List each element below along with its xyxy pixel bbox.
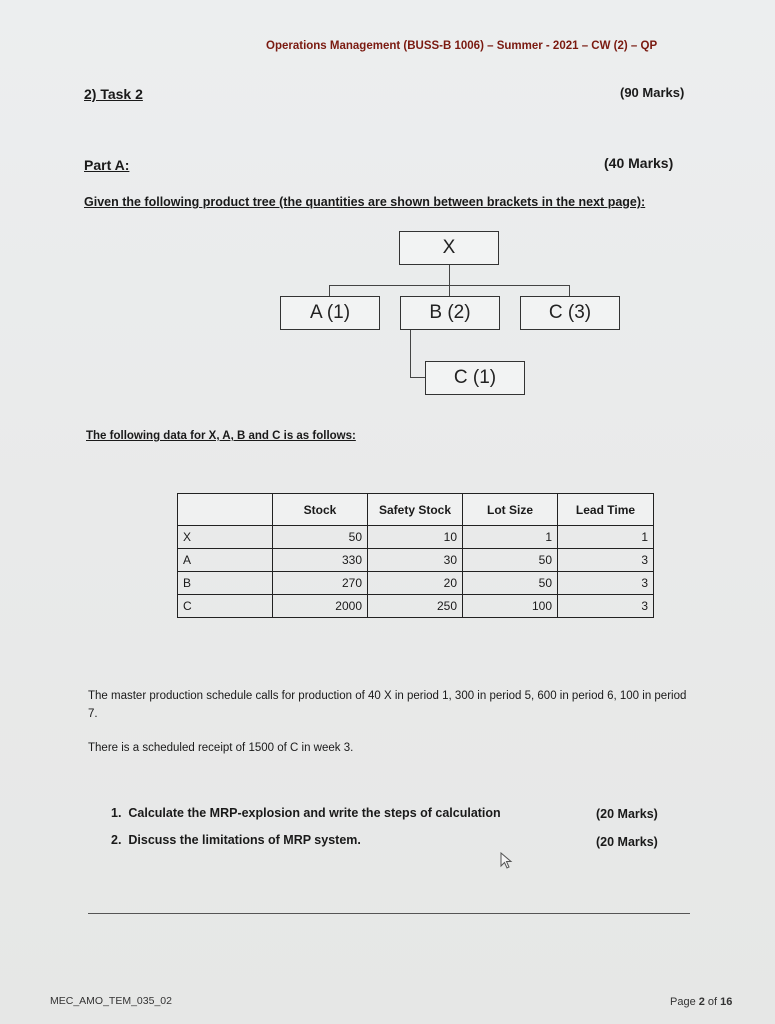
table-cell: 250 <box>368 595 463 618</box>
table-cell: 50 <box>463 572 558 595</box>
table-row <box>178 595 654 618</box>
intro-text: Given the following product tree (the quantities are shown between brackets in the next page): <box>84 195 646 209</box>
question-number: 2. <box>111 833 122 847</box>
tree-node-x: X <box>399 231 499 265</box>
table-cell: 10 <box>368 526 463 549</box>
data-heading: The following data for X, A, B and C is as follows: <box>86 430 356 442</box>
table-header-row <box>178 494 654 526</box>
inventory-table <box>177 493 654 618</box>
task-title: 2) Task 2 <box>84 86 143 102</box>
tree-connector <box>410 377 426 378</box>
table-cell: 330 <box>273 549 368 572</box>
table-row <box>178 526 654 549</box>
table-cell: X <box>178 526 273 549</box>
part-a-title: Part A: <box>84 157 130 173</box>
table-row <box>178 572 654 595</box>
table-header: Lead Time <box>558 494 654 526</box>
table-cell: 1 <box>558 526 654 549</box>
table-cell: 100 <box>463 595 558 618</box>
table-cell: 20 <box>368 572 463 595</box>
page-of-label: of <box>704 996 721 1008</box>
table-cell: 270 <box>273 572 368 595</box>
footer-code: MEC_AMO_TEM_035_02 <box>50 995 172 1007</box>
table-cell: 3 <box>558 549 654 572</box>
table-cell: 1 <box>463 526 558 549</box>
question-number: 1. <box>111 806 122 820</box>
table-cell: 2000 <box>273 595 368 618</box>
tree-connector <box>410 330 411 378</box>
document-header: Operations Management (BUSS-B 1006) – Summer - 2021 – CW (2) – QP <box>266 40 658 52</box>
table-header: Stock <box>273 494 368 526</box>
question-2-marks: (20 Marks) <box>596 835 658 849</box>
page-current: 2 <box>698 996 705 1008</box>
tree-node-a: A (1) <box>280 296 380 330</box>
page-number <box>670 996 732 1008</box>
question-1 <box>111 806 501 820</box>
page-total: 16 <box>720 996 733 1008</box>
footer-divider <box>88 913 690 914</box>
table-cell: A <box>178 549 273 572</box>
table-cell: C <box>178 595 273 618</box>
table-cell: 50 <box>273 526 368 549</box>
question-2 <box>111 833 361 847</box>
tree-node-c: C (3) <box>520 296 620 330</box>
receipt-text: There is a scheduled receipt of 1500 of C in week 3. <box>88 742 354 754</box>
task-marks: (90 Marks) <box>620 85 685 100</box>
table-cell: 50 <box>463 549 558 572</box>
table-header: Safety Stock <box>368 494 463 526</box>
mps-text: The master production schedule calls for production of 40 X in period 1, 300 in period 5, 600 in period 6, 100 in period 7. <box>88 690 687 720</box>
table-row <box>178 549 654 572</box>
table-cell: B <box>178 572 273 595</box>
question-1-marks: (20 Marks) <box>596 807 658 821</box>
table-cell: 30 <box>368 549 463 572</box>
table-cell: 3 <box>558 572 654 595</box>
tree-connector <box>449 265 450 285</box>
table-header <box>178 494 273 526</box>
table-cell: 3 <box>558 595 654 618</box>
part-a-marks: (40 Marks) <box>604 155 674 171</box>
tree-node-b: B (2) <box>400 296 500 330</box>
mouse-pointer-icon <box>500 852 514 875</box>
question-text: Discuss the limitations of MRP system. <box>128 833 361 847</box>
page-label: Page <box>670 996 699 1008</box>
tree-node-b-c: C (1) <box>425 361 525 395</box>
table-header: Lot Size <box>463 494 558 526</box>
question-text: Calculate the MRP-explosion and write the steps of calculation <box>128 806 501 820</box>
